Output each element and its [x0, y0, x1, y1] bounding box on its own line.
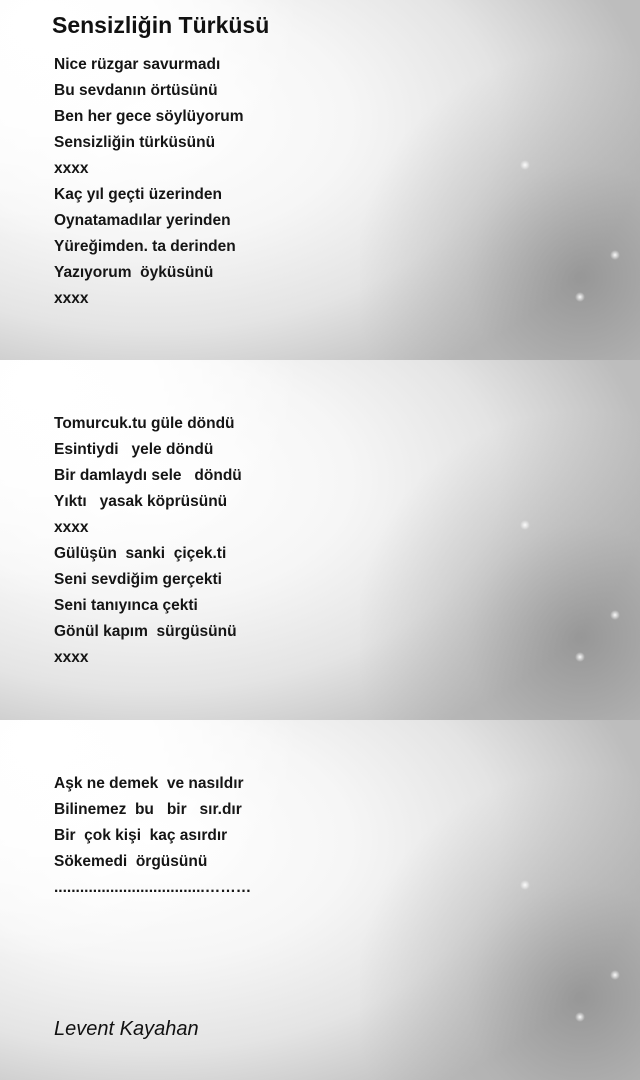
poem-line: Bir damlaydı sele döndü	[54, 467, 242, 484]
sparkle-decoration	[575, 1012, 585, 1022]
poem-line: xxxx	[54, 160, 89, 177]
poem-line: Gönül kapım sürgüsünü	[54, 623, 237, 640]
stanza-1	[54, 52, 244, 312]
sparkle-decoration	[610, 250, 620, 260]
poem-line: Gülüşün sanki çiçek.ti	[54, 545, 227, 562]
poem-title: Sensizliğin Türküsü	[52, 12, 270, 38]
poem-line: Ben her gece söylüyorum	[54, 108, 244, 125]
sparkle-decoration	[610, 610, 620, 620]
poem-line: Sökemedi örgüsünü	[54, 853, 208, 870]
poem-line: Sensizliğin türküsünü	[54, 134, 216, 151]
poem-line: ...................................………	[54, 879, 252, 896]
poem-line: xxxx	[54, 290, 89, 307]
poem-line: Yazıyorum öyküsünü	[54, 264, 214, 281]
poem-line: Bir çok kişi kaç asırdır	[54, 827, 228, 844]
poem-line: xxxx	[54, 649, 89, 666]
poem-line: Kaç yıl geçti üzerinden	[54, 186, 222, 203]
sparkle-decoration	[520, 160, 530, 170]
sparkle-decoration	[520, 880, 530, 890]
poem-line: Aşk ne demek ve nasıldır	[54, 775, 244, 792]
poem-line: Oynatamadılar yerinden	[54, 212, 231, 229]
sparkle-decoration	[520, 520, 530, 530]
sparkle-decoration	[575, 652, 585, 662]
poem-line: Yıktı yasak köprüsünü	[54, 493, 228, 510]
stanza-2	[54, 411, 242, 671]
poem-line: Nice rüzgar savurmadı	[54, 56, 221, 73]
poem-line: Seni tanıyınca çekti	[54, 597, 198, 614]
stanza-3	[54, 771, 251, 901]
poem-line: xxxx	[54, 519, 89, 536]
poem-line: Seni sevdiğim gerçekti	[54, 571, 222, 588]
sparkle-decoration	[610, 970, 620, 980]
poem-line: Tomurcuk.tu güle döndü	[54, 415, 235, 432]
poem-line: Esintiydi yele döndü	[54, 441, 214, 458]
poem-author: Levent Kayahan	[54, 1018, 199, 1040]
poem-line: Bu sevdanın örtüsünü	[54, 82, 218, 99]
poem-line: Yüreğimden. ta derinden	[54, 238, 236, 255]
sparkle-decoration	[575, 292, 585, 302]
poem-line: Bilinemez bu bir sır.dır	[54, 801, 242, 818]
